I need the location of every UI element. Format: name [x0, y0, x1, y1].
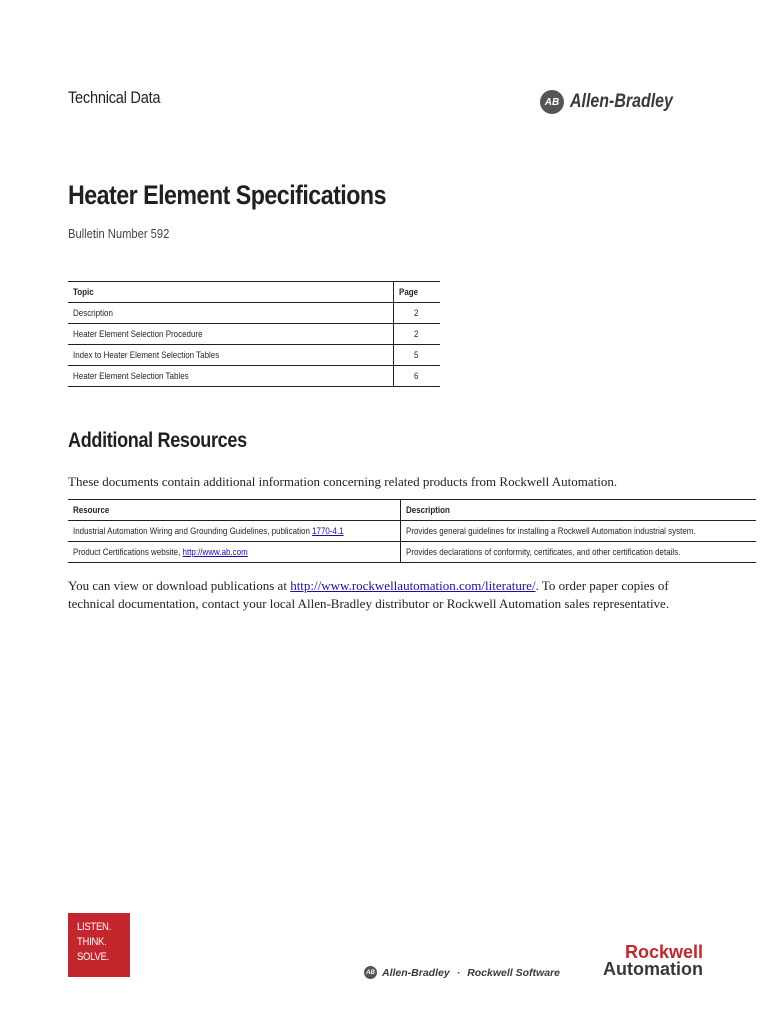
resources-intro-text: These documents contain additional information concerning related products from Rockwell Automation. [68, 474, 618, 489]
contents-table [68, 281, 440, 387]
ab-badge-icon: AB [364, 966, 377, 979]
resources-table [68, 499, 756, 563]
logo-line: LISTEN. [77, 921, 111, 933]
logo-line: THINK. [77, 936, 107, 948]
section-heading-additional-resources: Additional Resources [68, 429, 247, 452]
document-type-label: Technical Data [68, 88, 161, 107]
resource-text: Industrial Automation Wiring and Grounding Guidelines, publication [73, 525, 313, 537]
column-header-page: Page [394, 282, 441, 303]
description-cell: Provides declarations of conformity, certificates, and other certification details. [401, 542, 756, 563]
footer-brands [364, 966, 560, 979]
footer-brand-allen-bradley: Allen-Bradley [382, 966, 450, 979]
topic-cell: Index to Heater Element Selection Tables [68, 345, 394, 366]
automation-wordmark: Automation [603, 959, 703, 979]
literature-link[interactable]: http://www.rockwellautomation.com/literature/ [290, 578, 536, 593]
table-header-row [68, 282, 440, 303]
footer-separator: · [456, 966, 461, 979]
publication-link[interactable]: 1770-4.1 [312, 525, 344, 537]
table-row [68, 521, 756, 542]
listen-think-solve-logo [68, 913, 130, 977]
description-cell: Provides general guidelines for installing a Rockwell Automation industrial system. [401, 521, 756, 542]
table-row [68, 542, 756, 563]
closing-text-after: . To order paper copies of technical documentation, contact your local Allen-Bradley distributor or Rockwell Automation sales representative. [68, 578, 670, 611]
topic-cell: Description [68, 303, 394, 324]
closing-paragraph [68, 577, 708, 613]
page-cell: 2 [394, 303, 441, 324]
table-header-row [68, 500, 756, 521]
topic-cell: Heater Element Selection Tables [68, 366, 394, 387]
website-link[interactable]: http://www.ab.com [182, 546, 248, 558]
table-row [68, 366, 440, 387]
topic-cell: Heater Element Selection Procedure [68, 324, 394, 345]
page-cell: 6 [394, 366, 441, 387]
table-row [68, 324, 440, 345]
table-row [68, 345, 440, 366]
ab-badge-icon: AB [540, 90, 564, 114]
bulletin-number: Bulletin Number 592 [68, 226, 170, 241]
logo-line: SOLVE. [77, 951, 109, 963]
table-row [68, 303, 440, 324]
footer-brand-rockwell-software: Rockwell Software [467, 966, 560, 979]
resource-cell [68, 521, 401, 542]
page-title: Heater Element Specifications [68, 180, 386, 210]
page-cell: 2 [394, 324, 441, 345]
brand-name: Allen-Bradley [570, 91, 673, 112]
allen-bradley-logo [540, 90, 692, 114]
resource-text: Product Certifications website, [73, 546, 183, 558]
page-cell: 5 [394, 345, 441, 366]
rockwell-automation-logo [572, 944, 703, 978]
rockwell-wordmark: Rockwell [624, 942, 703, 962]
column-header-topic: Topic [68, 282, 394, 303]
column-header-resource: Resource [68, 500, 401, 521]
column-header-description: Description [401, 500, 756, 521]
closing-text-before: You can view or download publications at [68, 578, 291, 593]
resource-cell [68, 542, 401, 563]
